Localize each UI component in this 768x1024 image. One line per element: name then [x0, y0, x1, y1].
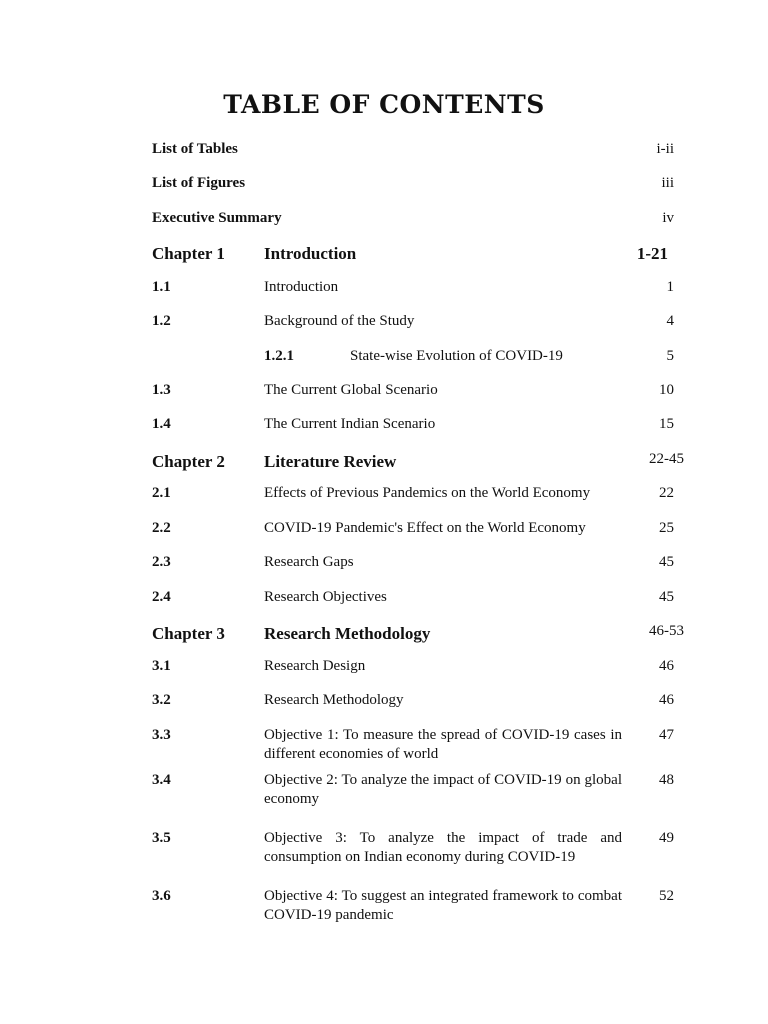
section-number: 1.4 — [152, 416, 171, 432]
section-title: Objective 2: To analyze the impact of COVID-19 on global economy — [264, 772, 622, 807]
chapter-pages: 1-21 — [636, 244, 668, 263]
chapter-pages: 22-45 — [649, 451, 684, 467]
section-page: 1 — [666, 279, 674, 295]
section-number: 2.2 — [152, 520, 171, 536]
section-title: Objective 3: To analyze the impact of trade and consumption on Indian economy during COVID-19 — [264, 830, 622, 865]
section-title: COVID-19 Pandemic's Effect on the World Economy — [264, 520, 586, 536]
section-number: 3.4 — [152, 772, 171, 788]
section-page: 5 — [666, 348, 674, 364]
toc-entry-label: List of Figures — [152, 175, 246, 191]
section-title: Research Design — [264, 658, 366, 674]
section-page: 46 — [659, 658, 674, 674]
section-title: Introduction — [264, 279, 339, 295]
chapter-number: Chapter 2 — [152, 452, 225, 471]
section-title: Objective 1: To measure the spread of COVID-19 cases in different economies of world — [264, 727, 622, 762]
section-page: 46 — [659, 692, 674, 708]
chapter-number: Chapter 3 — [152, 624, 225, 643]
section-page: 25 — [659, 520, 674, 536]
toc-entry-page: iii — [661, 175, 674, 191]
section-title: Research Methodology — [264, 692, 404, 708]
section-page: 45 — [659, 554, 674, 570]
section-title: Research Objectives — [264, 589, 387, 605]
section-page: 4 — [666, 313, 674, 329]
section-page: 49 — [659, 830, 674, 846]
chapter-title: Introduction — [264, 244, 357, 263]
chapter-number: Chapter 1 — [152, 244, 225, 263]
section-title: Objective 4: To suggest an integrated framework to combat COVID-19 pandemic — [264, 888, 622, 923]
toc-entry-label: Executive Summary — [152, 210, 282, 226]
section-title: State-wise Evolution of COVID-19 — [350, 348, 563, 364]
toc-entry-label: List of Tables — [152, 141, 238, 157]
section-page: 15 — [659, 416, 674, 432]
section-title: Effects of Previous Pandemics on the World Economy — [264, 485, 591, 501]
section-number: 3.2 — [152, 692, 171, 708]
toc-entry-page: i-ii — [656, 141, 674, 157]
section-number: 1.2.1 — [264, 348, 294, 364]
section-number: 3.5 — [152, 830, 171, 846]
section-page: 52 — [659, 888, 674, 904]
section-number: 1.2 — [152, 313, 171, 329]
section-title: The Current Global Scenario — [264, 382, 438, 398]
section-number: 1.1 — [152, 279, 171, 295]
section-number: 2.3 — [152, 554, 171, 570]
section-number: 3.6 — [152, 888, 171, 904]
chapter-title: Research Methodology — [264, 624, 431, 643]
chapter-pages: 46-53 — [649, 623, 684, 639]
section-number: 2.1 — [152, 485, 171, 501]
section-page: 10 — [659, 382, 674, 398]
section-number: 3.1 — [152, 658, 171, 674]
section-title: Background of the Study — [264, 313, 415, 329]
section-number: 1.3 — [152, 382, 171, 398]
toc-entry-page: iv — [662, 210, 674, 226]
page-title: TABLE OF CONTENTS — [223, 90, 545, 119]
section-title: Research Gaps — [264, 554, 354, 570]
section-title: The Current Indian Scenario — [264, 416, 436, 432]
chapter-title: Literature Review — [264, 452, 397, 471]
section-page: 48 — [659, 772, 674, 788]
section-number: 2.4 — [152, 589, 171, 605]
section-number: 3.3 — [152, 727, 171, 743]
section-page: 47 — [659, 727, 674, 743]
section-page: 45 — [659, 589, 674, 605]
section-page: 22 — [659, 485, 674, 501]
